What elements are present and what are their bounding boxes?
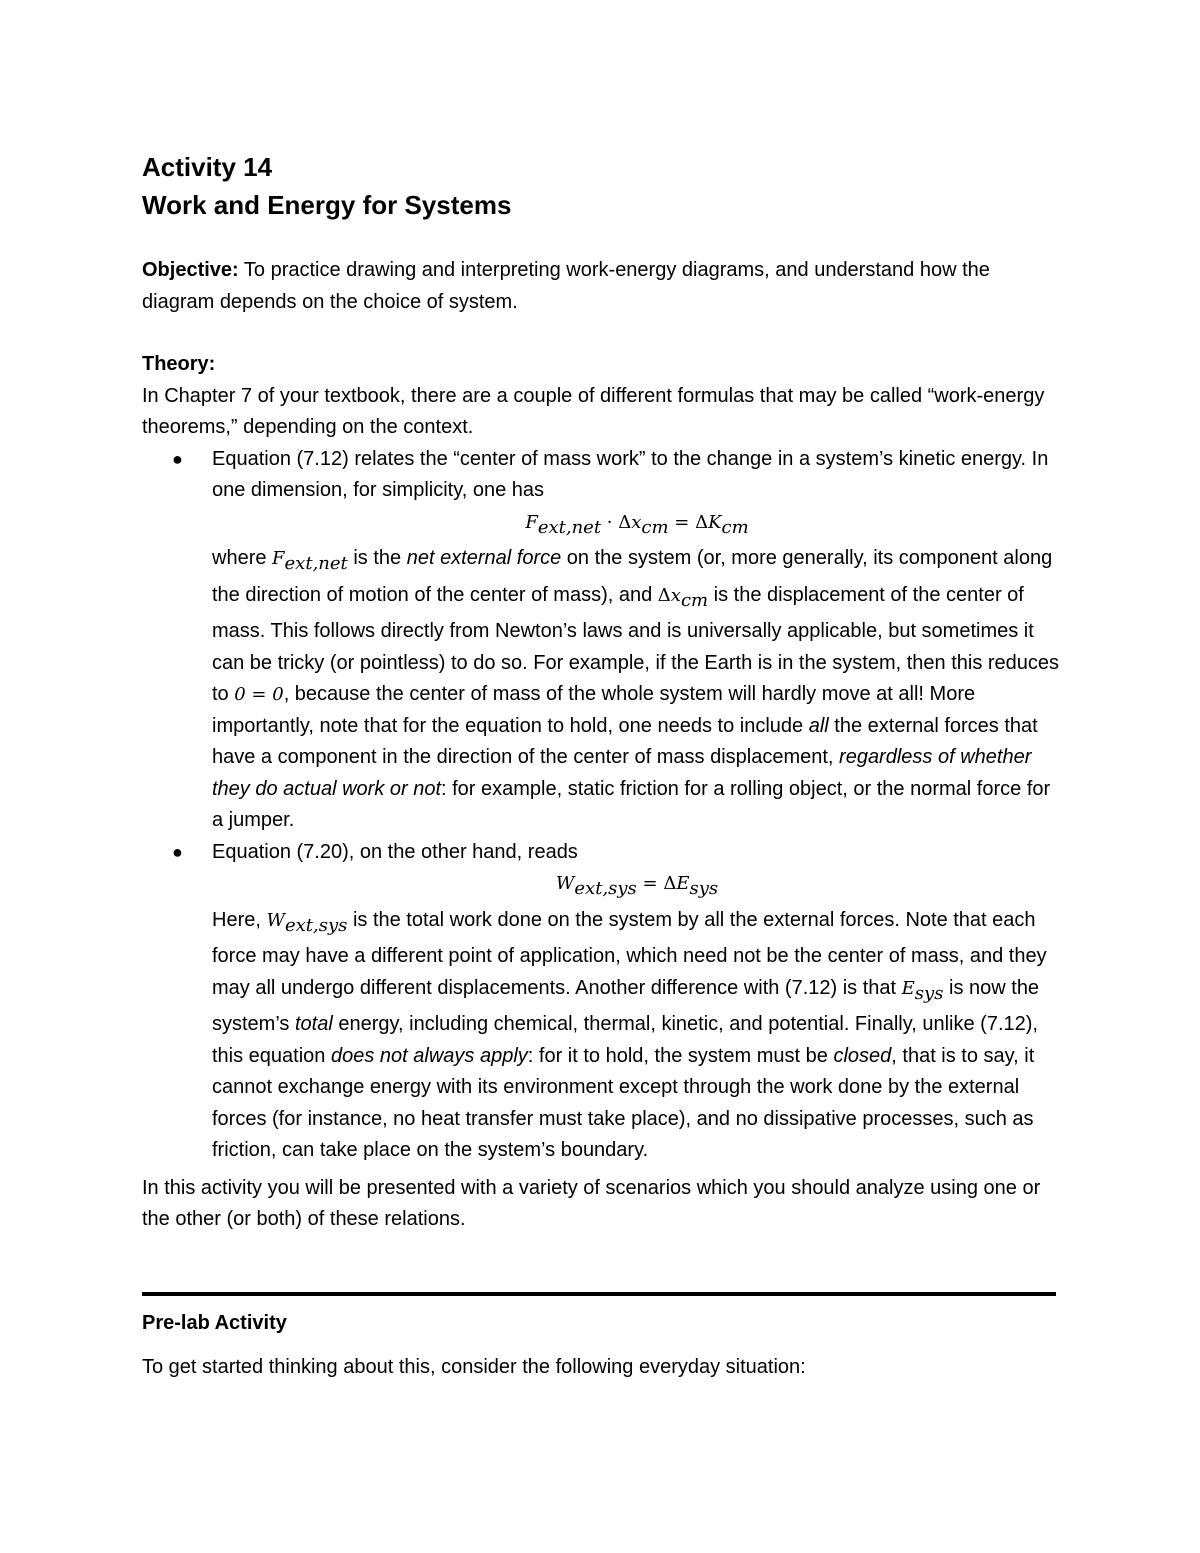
equation-system-work: $W_{ext,sys} = \Delta E_{sys}$ bbox=[555, 873, 719, 899]
prelab-heading: Pre-lab Activity bbox=[142, 1312, 287, 1334]
page-title: Work and Energy for Systems bbox=[142, 190, 512, 220]
objective-paragraph bbox=[142, 255, 1062, 318]
equation-cm-work: $F_{ext,net} \cdot \Delta x_{cm} = \Delta K_{cm}$ bbox=[525, 511, 749, 538]
document-body bbox=[142, 148, 1062, 1236]
activity-number: Activity 14 bbox=[142, 152, 273, 182]
theory-intro: In Chapter 7 of your textbook, there are a couple of different formulas that may be called “work-energy theorems,” depending on the context. bbox=[142, 384, 1045, 438]
theory-label: Theory: bbox=[142, 353, 216, 375]
bullet-icon: ● bbox=[172, 448, 183, 469]
bullet1-text-a: Equation (7.12) relates the “center of mass work” to the change in a system’s kinetic energy. In one dimension, for simplicity, one has bbox=[212, 447, 1049, 501]
theorem-list bbox=[142, 444, 1062, 1167]
objective-label: Objective: bbox=[142, 259, 239, 281]
prelab-text: To get started thinking about this, consider the following everyday situation: bbox=[142, 1355, 806, 1378]
title-block bbox=[142, 148, 1062, 224]
list-item: ● Equation (7.12) relates the “center of mass work” to the change in a system’s kinetic energy. In one dimension, for simplicity, one has $F_{ext,net} \cdot \Delta x_{cm} = \Delta K_{cm}$ where $F_{ext,net}$ is the net external force on the system (or, more generally, its component along the direction of motion of the center of mass), and $\Delta x_{cm}$ is the displacement of the center of mass. This follows directly from Newton’s laws and is universally applicable, but sometimes it can be tricky (or pointless) to do so. For example, if the Earth is in the system, then this reduces to 0 = 0, because the center of mass of the whole system will hardly move at all! More importantly, note that for the equation to hold, one needs to include all the external forces that have a component in the direction of the center of mass displacement, regardless of whether they do actual work or not: for example, static friction for a rolling object, or the normal force for a jumper. bbox=[142, 444, 1062, 837]
prelab-section bbox=[142, 1308, 1062, 1383]
bullet-icon: ● bbox=[172, 841, 183, 862]
objective-text: To practice drawing and interpreting work-energy diagrams, and understand how the diagram depends on the choice of system. bbox=[142, 259, 990, 313]
section-divider bbox=[142, 1292, 1056, 1296]
bullet2-text-a: Equation (7.20), on the other hand, reads bbox=[212, 840, 578, 863]
list-item: ● Equation (7.20), on the other hand, reads $W_{ext,sys} = \Delta E_{sys}$ Here, $W_{ext,sys}$ is the total work done on the system by all the external forces. Note that each force may have a different point of application, which need not be the center of mass, and they may all undergo different displacements. Another difference with (7.12) is that $E_{sys}$ is now the system’s total energy, including chemical, thermal, kinetic, and potential. Finally, unlike (7.12), this equation does not always apply: for it to hold, the system must be closed, that is to say, it cannot exchange energy with its environment except through the work done by the external forces (for instance, no heat transfer must take place), and no dissipative processes, such as friction, can take place on the system’s boundary. bbox=[142, 837, 1062, 1167]
closing-paragraph: In this activity you will be presented with a variety of scenarios which you should analyze using one or the other (or both) of these relations. bbox=[142, 1176, 1041, 1230]
